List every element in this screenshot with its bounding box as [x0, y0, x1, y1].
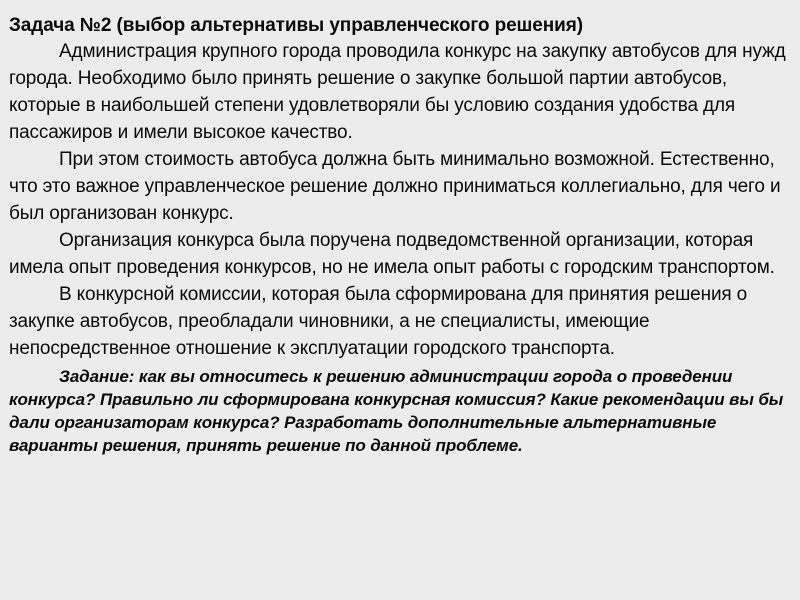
assignment-text: Задание: как вы относитесь к решению администрации города о проведении конкурса? Правильно ли сформирована конкурсная комиссия? Какие рекомендации вы бы дали организаторам конкурса? Разработать дополнительные альтернативные варианты решения, принять решение по данной проблеме.	[9, 367, 784, 455]
document-body	[9, 14, 793, 474]
paragraph-1: Администрация крупного города проводила конкурс на закупку автобусов для нужд города. Необходимо было принять решение о закупке большой партии автобусов, которые в наибольшей степени удовлетворяли бы условию создания удобства для пассажиров и имели высокое качество.	[9, 41, 786, 143]
task-heading	[9, 14, 793, 38]
paragraph-3: Организация конкурса была поручена подведомственной организации, которая имела опыт проведения конкурсов, но не имела опыт работы с городским транспортом.	[9, 230, 775, 278]
paragraph-2: При этом стоимость автобуса должна быть минимально возможной. Естественно, что это важное управленческое решение должно приниматься коллегиально, для чего и был организован конкурс.	[9, 149, 781, 224]
task-subtitle: (выбор альтернативы управленческого решения)	[116, 15, 583, 36]
paragraph-4: В конкурсной комиссии, которая была сформирована для принятия решения о закупке автобусов, преобладали чиновники, а не специалисты, имеющие непосредственное отношение к эксплуатации городского транспорта.	[9, 284, 748, 359]
task-number: Задача №2	[9, 15, 112, 36]
